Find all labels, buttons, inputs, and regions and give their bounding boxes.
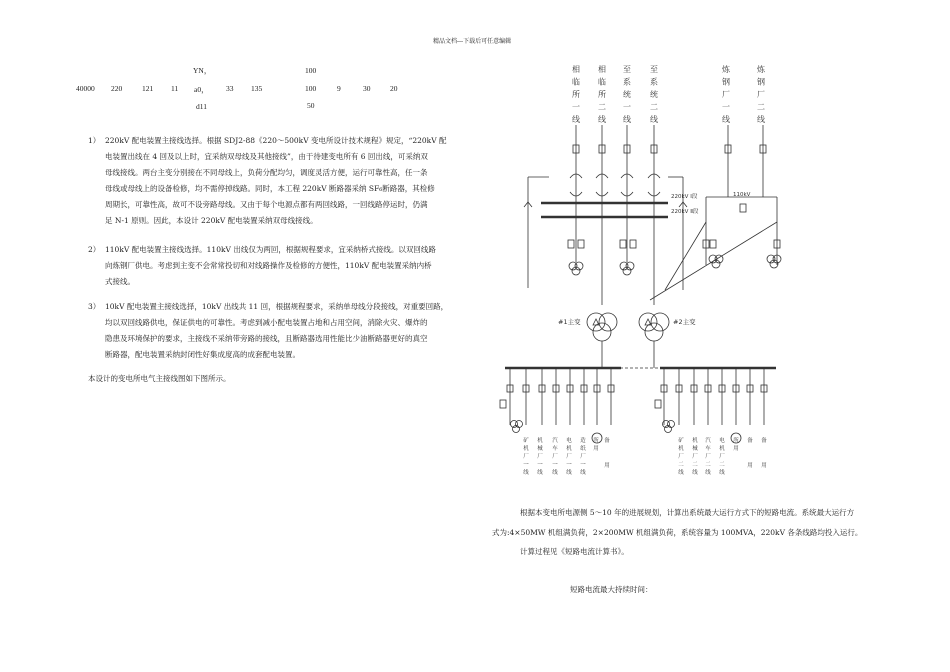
table-cell: d11	[196, 102, 207, 111]
item-line: 电装置出线在 4 回及以上时，宜采纳双母线及其他接线”，由于待建变电所有 6 回出线，可采纳双	[105, 152, 428, 161]
table-cell: 40000	[76, 84, 95, 93]
item-number: 1）	[88, 136, 101, 145]
feeders-10kv-left	[500, 368, 614, 443]
item-line: 110kV 配电装置主接线选择。110kV 出线仅为两回，根据规程要求，宜采纳桥式接线。以双回线路	[105, 245, 436, 254]
line-label: 相临所二线	[598, 65, 606, 124]
bus-110kv	[650, 125, 781, 300]
busbars-220kv	[524, 177, 687, 290]
table-cell: YN，	[193, 66, 212, 75]
feeders-10kv-right	[655, 368, 767, 443]
feeder-label: 所用	[593, 438, 599, 452]
table-cell: 100	[305, 66, 317, 75]
table-cell: 100	[305, 84, 317, 93]
table-cell: 33	[226, 84, 234, 93]
item-line: 均以双回线路供电，保证供电的可靠性。考虑到减小配电装置占地和占用空间，消除火灾、爆炸的	[105, 318, 428, 327]
transformer-label: #1主变	[558, 318, 581, 326]
feeder-label: 机械厂二线	[692, 438, 698, 476]
item-number: 2）	[88, 245, 101, 254]
spare-label: 备用	[761, 438, 767, 469]
table-cell: 135	[251, 84, 263, 93]
item-line: 隐患及环境保护的要求，主接线不采纳带旁路的接线，且断路器选用性能比少油断路器更好的真空	[105, 334, 428, 343]
transformer-label: #2主变	[673, 318, 696, 326]
feeder-label: 矿机厂一线	[523, 438, 529, 476]
spare-label: 备用	[604, 438, 610, 469]
table-cell: 50	[307, 101, 315, 110]
transformer-1	[587, 280, 617, 368]
line-label: 至系统一线	[623, 65, 631, 124]
feeder-label: 机械厂一线	[537, 438, 543, 476]
item-line: 220kV 配电装置主接线选择。根据 SDJ2-88《220～500kV 变电所设计技术规程》规定，“220kV 配	[105, 136, 447, 145]
feeder-label: 所用	[733, 438, 739, 452]
transformer-2	[639, 280, 669, 368]
bus-label: 110kV	[733, 192, 751, 198]
feeder-label: 矿机厂二线	[678, 438, 684, 476]
item-line: 母线或母线上的设备检修，均不需停掉线路。同时，本工程 220kV 断路器采纳 SF₆断路器，其检修	[105, 184, 435, 193]
line-label: 炼钢厂二线	[757, 65, 765, 124]
item-line: 母线接线。两台主变分别接在不同母线上，负荷分配均匀，调度灵活方便，运行可靠性高，任一条	[105, 168, 428, 177]
feeder-label: 汽车厂二线	[705, 438, 711, 476]
right-paragraph-line: 计算过程见《短路电流计算书》。	[520, 547, 629, 556]
feeder-label: 电机厂二线	[719, 438, 725, 476]
bays-220kv-lower	[568, 218, 654, 280]
top-line-labels	[572, 64, 766, 124]
item-line: 向炼钢厂供电。考虑到主变不会常常投切和对线路操作及检修的方便性，110kV 配电装置采纳内桥	[105, 261, 432, 270]
spare-label: 备用	[747, 438, 753, 469]
feeder-label: 电机厂一线	[566, 438, 572, 476]
right-paragraph-line: 式为:4×50MW 机组满负荷，2×200MW 机组满负荷，系统容量为 100MVA，220kV 各条线路均投入运行。	[492, 528, 863, 537]
line-label: 至系统二线	[650, 65, 658, 124]
table-cell: 121	[142, 84, 154, 93]
line-label: 炼钢厂一线	[722, 65, 730, 124]
item-line: 断路器，配电装置采纳封闭性好集成度高的成套配电装置。	[105, 350, 300, 359]
bus-label: 220kV Ⅱ段	[671, 209, 699, 215]
table-cell: 20	[390, 84, 398, 93]
right-paragraph-line: 短路电流最大持续时间：	[570, 585, 653, 594]
table-cell: 220	[111, 84, 123, 93]
table-cell: 30	[363, 84, 371, 93]
page-header: 精品文档---下载后可任意编辑	[433, 38, 512, 45]
item-line: 足 N-1 原则。因此，本设计 220kV 配电装置采纳双母线接线。	[105, 216, 318, 225]
line-label: 相临所一线	[572, 65, 580, 124]
item-line: 10kV 配电装置主接线选择，10kV 出线共 11 回，根据规程要求，采纳单母线分段接线，对重要回路，	[105, 302, 449, 311]
item-number: 3）	[88, 302, 101, 311]
item-line: 周期长，可靠性高，故可不设旁路母线。又由于每个电源点都有两回线路，一回线路停运时，仍满	[105, 200, 428, 209]
table-cell: 9	[337, 84, 341, 93]
conclusion-text: 本设计的变电所电气主接线图如下图所示。	[88, 374, 231, 383]
feeder-labels-left	[523, 436, 610, 476]
right-paragraph-line: 根据本变电所电源侧 5～10 年的进展规划，计算出系统最大运行方式下的短路电流。系统最大运行方	[520, 508, 855, 517]
table-cell: 11	[171, 84, 179, 93]
table-cell: a0，	[194, 85, 209, 94]
bus-label: 220kV Ⅰ段	[671, 194, 698, 200]
feeder-label: 造纸厂一线	[580, 438, 586, 476]
item-line: 式接线。	[105, 277, 135, 286]
feeder-labels-right	[678, 436, 767, 476]
feeder-label: 汽车厂一线	[552, 438, 558, 476]
